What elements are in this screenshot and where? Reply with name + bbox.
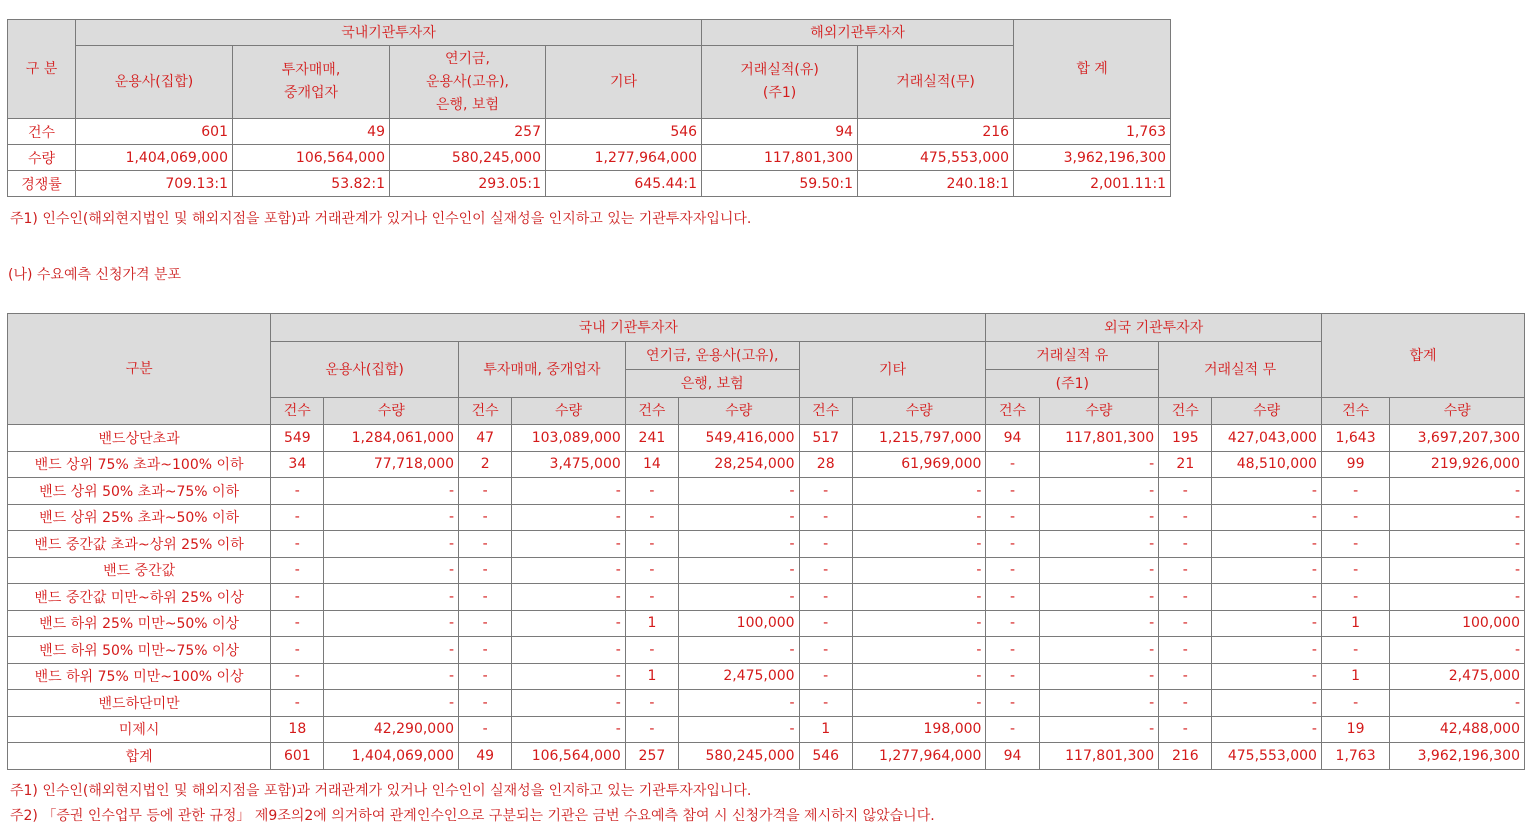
table-cell: - xyxy=(1321,637,1389,664)
table-cell: - xyxy=(852,584,986,611)
table-cell: 546 xyxy=(546,119,702,145)
table-row xyxy=(8,557,1525,584)
table-cell: 427,043,000 xyxy=(1212,425,1322,452)
table-row xyxy=(8,478,1525,505)
table-cell: - xyxy=(1390,504,1525,531)
table-cell: - xyxy=(852,504,986,531)
table-cell: - xyxy=(459,716,512,743)
row-label: 밴드 중간값 xyxy=(8,557,271,584)
table-cell: - xyxy=(271,690,324,717)
row-label: 수량 xyxy=(8,145,76,171)
t2-header-g3a: 연기금, 운용사(고유), xyxy=(625,342,799,370)
table-cell: 257 xyxy=(390,119,546,145)
table-cell: - xyxy=(271,663,324,690)
table-cell: - xyxy=(459,637,512,664)
table-cell: 216 xyxy=(1159,743,1212,770)
table-cell: - xyxy=(1390,690,1525,717)
table-cell: - xyxy=(271,504,324,531)
table-cell: - xyxy=(799,637,852,664)
table-cell: - xyxy=(986,478,1039,505)
t2-qty-header: 수량 xyxy=(679,398,800,425)
table-cell: 517 xyxy=(799,425,852,452)
table-cell: - xyxy=(986,637,1039,664)
t2-count-header: 건수 xyxy=(799,398,852,425)
table-cell: - xyxy=(1321,557,1389,584)
table-cell: 100,000 xyxy=(679,610,800,637)
table-cell: - xyxy=(986,610,1039,637)
t1-col-header: 거래실적(무) xyxy=(858,46,1014,119)
table-cell: - xyxy=(512,478,626,505)
t2-header-g6: 거래실적 무 xyxy=(1159,342,1322,398)
row-label: 건수 xyxy=(8,119,76,145)
table-cell: - xyxy=(679,637,800,664)
table-cell: - xyxy=(512,557,626,584)
table-cell: 601 xyxy=(271,743,324,770)
table-cell: 34 xyxy=(271,451,324,478)
table-cell: - xyxy=(1321,584,1389,611)
table-cell: - xyxy=(799,531,852,558)
table-cell: - xyxy=(459,504,512,531)
table-cell: 1,277,964,000 xyxy=(546,145,702,171)
table-cell: 257 xyxy=(625,743,678,770)
table-cell: - xyxy=(799,690,852,717)
row-label: 밴드 상위 75% 초과~100% 이하 xyxy=(8,451,271,478)
table-cell: 59.50:1 xyxy=(702,171,858,197)
t2-qty-header: 수량 xyxy=(1390,398,1525,425)
table-cell: 549,416,000 xyxy=(679,425,800,452)
table-cell: 1,763 xyxy=(1321,743,1389,770)
table-row xyxy=(8,716,1525,743)
table-cell: 49 xyxy=(459,743,512,770)
table-cell: - xyxy=(512,531,626,558)
table-cell: - xyxy=(625,478,678,505)
table-cell: 1 xyxy=(1321,663,1389,690)
table-cell: - xyxy=(1212,557,1322,584)
table-cell: - xyxy=(1039,451,1159,478)
table-cell: - xyxy=(1159,663,1212,690)
t2-qty-header: 수량 xyxy=(852,398,986,425)
table-cell: - xyxy=(512,504,626,531)
table-cell: 117,801,300 xyxy=(702,145,858,171)
t2-count-header: 건수 xyxy=(1321,398,1389,425)
table-cell: - xyxy=(1039,557,1159,584)
table-cell: - xyxy=(625,716,678,743)
row-label: 합계 xyxy=(8,743,271,770)
table-cell: - xyxy=(799,557,852,584)
table-row xyxy=(8,663,1525,690)
table-cell: 100,000 xyxy=(1390,610,1525,637)
row-label: 밴드 하위 25% 미만~50% 이상 xyxy=(8,610,271,637)
table-cell: - xyxy=(271,610,324,637)
table-cell: - xyxy=(679,557,800,584)
table-cell: 47 xyxy=(459,425,512,452)
table-cell: - xyxy=(1159,584,1212,611)
table-cell: - xyxy=(852,663,986,690)
row-label: 미제시 xyxy=(8,716,271,743)
table-cell: - xyxy=(1159,610,1212,637)
table-cell: - xyxy=(1039,531,1159,558)
t2-qty-header: 수량 xyxy=(512,398,626,425)
table-cell: 106,564,000 xyxy=(233,145,390,171)
table-cell: 21 xyxy=(1159,451,1212,478)
table-cell: - xyxy=(1321,531,1389,558)
table-cell: 1,404,069,000 xyxy=(324,743,459,770)
table-cell: 2,475,000 xyxy=(679,663,800,690)
table-cell: - xyxy=(271,531,324,558)
table-cell: - xyxy=(459,557,512,584)
table-cell: - xyxy=(324,504,459,531)
table-cell: - xyxy=(1159,716,1212,743)
table-cell: - xyxy=(324,637,459,664)
table-cell: 42,488,000 xyxy=(1390,716,1525,743)
table-cell: - xyxy=(799,478,852,505)
table-cell: - xyxy=(1390,478,1525,505)
table-row xyxy=(8,504,1525,531)
t2-header-domestic: 국내 기관투자자 xyxy=(271,314,986,342)
table-cell: - xyxy=(324,690,459,717)
table-cell: - xyxy=(852,531,986,558)
header-total: 합 계 xyxy=(1014,20,1171,119)
table-cell: - xyxy=(324,663,459,690)
table-cell: - xyxy=(986,584,1039,611)
table-cell: 549 xyxy=(271,425,324,452)
table-cell: - xyxy=(512,637,626,664)
table-cell: - xyxy=(1039,663,1159,690)
t1-col-header: 거래실적(유) (주1) xyxy=(702,46,858,119)
table-row xyxy=(8,425,1525,452)
table-cell: 1 xyxy=(625,663,678,690)
table-cell: - xyxy=(799,663,852,690)
table-cell: - xyxy=(625,557,678,584)
table-cell: - xyxy=(512,690,626,717)
t2-count-header: 건수 xyxy=(459,398,512,425)
table-cell: 195 xyxy=(1159,425,1212,452)
table-cell: - xyxy=(1321,504,1389,531)
table-cell: - xyxy=(1159,690,1212,717)
table-cell: - xyxy=(799,584,852,611)
t2-count-header: 건수 xyxy=(1159,398,1212,425)
table-cell: 1 xyxy=(1321,610,1389,637)
table-cell: 1 xyxy=(799,716,852,743)
table-cell: - xyxy=(1039,478,1159,505)
table-cell: 601 xyxy=(76,119,233,145)
t1-col-header: 기타 xyxy=(546,46,702,119)
table-cell: 94 xyxy=(702,119,858,145)
table-cell: 14 xyxy=(625,451,678,478)
table-cell: 99 xyxy=(1321,451,1389,478)
table-cell: - xyxy=(679,716,800,743)
table-cell: - xyxy=(1212,504,1322,531)
table-cell: - xyxy=(1212,610,1322,637)
table-cell: - xyxy=(271,637,324,664)
table-cell: 475,553,000 xyxy=(858,145,1014,171)
table-row xyxy=(8,145,1171,171)
table-row xyxy=(8,451,1525,478)
table-cell: - xyxy=(852,478,986,505)
row-label: 밴드상단초과 xyxy=(8,425,271,452)
table-cell: 94 xyxy=(986,743,1039,770)
t2-header-category: 구분 xyxy=(8,314,271,425)
header-category: 구 분 xyxy=(8,20,76,119)
table-cell: 580,245,000 xyxy=(679,743,800,770)
table-cell: - xyxy=(459,610,512,637)
table-cell: - xyxy=(459,478,512,505)
table-cell: - xyxy=(512,716,626,743)
table-cell: - xyxy=(1159,557,1212,584)
table-cell: - xyxy=(679,478,800,505)
table-cell: - xyxy=(852,637,986,664)
t2-count-header: 건수 xyxy=(271,398,324,425)
t2-header-g1: 운용사(집합) xyxy=(271,342,459,398)
table-cell: 546 xyxy=(799,743,852,770)
t2-header-total: 합계 xyxy=(1321,314,1524,398)
table-cell: - xyxy=(1159,504,1212,531)
table-cell: - xyxy=(512,584,626,611)
section-title: (나) 수요예측 신청가격 분포 xyxy=(8,267,182,283)
table-cell: - xyxy=(1212,663,1322,690)
table-cell: - xyxy=(679,504,800,531)
table-cell: - xyxy=(986,716,1039,743)
row-label: 밴드 상위 25% 초과~50% 이하 xyxy=(8,504,271,531)
table-cell: - xyxy=(1390,531,1525,558)
header-foreign: 해외기관투자자 xyxy=(702,20,1014,46)
table-cell: 28 xyxy=(799,451,852,478)
table-cell: 1,215,797,000 xyxy=(852,425,986,452)
table-cell: 3,962,196,300 xyxy=(1014,145,1171,171)
table-cell: - xyxy=(459,531,512,558)
table-cell: - xyxy=(1159,637,1212,664)
table-cell: 293.05:1 xyxy=(390,171,546,197)
table-cell: - xyxy=(271,584,324,611)
table2-footnote-1: 주1) 인수인(해외현지법인 및 해외지점을 포함)과 거래관계가 있거나 인수인이 실재성을 인지하고 있는 기관투자자입니다. xyxy=(10,783,752,799)
table-cell: - xyxy=(679,690,800,717)
table-cell: 240.18:1 xyxy=(858,171,1014,197)
t1-col-header: 연기금, 운용사(고유), 은행, 보험 xyxy=(390,46,546,119)
table-cell: 219,926,000 xyxy=(1390,451,1525,478)
table-cell: - xyxy=(512,663,626,690)
t2-header-g5a: 거래실적 유 xyxy=(986,342,1159,370)
t2-header-g5b: (주1) xyxy=(986,370,1159,398)
table-cell: 198,000 xyxy=(852,716,986,743)
table-cell: - xyxy=(852,690,986,717)
table-cell: 117,801,300 xyxy=(1039,425,1159,452)
table-row xyxy=(8,531,1525,558)
table-cell: 475,553,000 xyxy=(1212,743,1322,770)
table-cell: 645.44:1 xyxy=(546,171,702,197)
t2-count-header: 건수 xyxy=(986,398,1039,425)
table-cell: 216 xyxy=(858,119,1014,145)
table-cell: - xyxy=(324,584,459,611)
table-cell: 48,510,000 xyxy=(1212,451,1322,478)
t2-header-foreign: 외국 기관투자자 xyxy=(986,314,1322,342)
table-row xyxy=(8,690,1525,717)
table-cell: - xyxy=(459,584,512,611)
table-cell: - xyxy=(1212,716,1322,743)
table-cell: - xyxy=(986,690,1039,717)
table-cell: - xyxy=(852,610,986,637)
table-cell: 1 xyxy=(625,610,678,637)
table-cell: - xyxy=(799,610,852,637)
table-cell: - xyxy=(986,504,1039,531)
header-domestic: 국내기관투자자 xyxy=(76,20,702,46)
table-cell: 18 xyxy=(271,716,324,743)
table-cell: 241 xyxy=(625,425,678,452)
table-cell: - xyxy=(1039,610,1159,637)
table-cell: - xyxy=(271,478,324,505)
table-row xyxy=(8,743,1525,770)
t2-qty-header: 수량 xyxy=(1212,398,1322,425)
table-cell: 1,763 xyxy=(1014,119,1171,145)
t2-header-g3b: 은행, 보험 xyxy=(625,370,799,398)
table-cell: 3,475,000 xyxy=(512,451,626,478)
table-cell: - xyxy=(1159,478,1212,505)
table-cell: - xyxy=(679,531,800,558)
table-cell: 1,404,069,000 xyxy=(76,145,233,171)
table-cell: - xyxy=(1390,584,1525,611)
table-cell: - xyxy=(1039,584,1159,611)
table-cell: 3,962,196,300 xyxy=(1390,743,1525,770)
table2-footnote-2: 주2) 「증권 인수업무 등에 관한 규정」 제9조의2에 의거하여 관계인수인으로 구분되는 기관은 금번 수요예측 참여 시 신청가격을 제시하지 않았습니다. xyxy=(10,808,935,824)
table-cell: - xyxy=(271,557,324,584)
table-cell: - xyxy=(1321,690,1389,717)
table-cell: 2 xyxy=(459,451,512,478)
t2-header-g4: 기타 xyxy=(799,342,986,398)
table-cell: - xyxy=(1390,637,1525,664)
table-cell: - xyxy=(679,584,800,611)
table-cell: 3,697,207,300 xyxy=(1390,425,1525,452)
t1-col-header: 운용사(집합) xyxy=(76,46,233,119)
table-cell: - xyxy=(1039,716,1159,743)
table-cell: - xyxy=(1039,504,1159,531)
table-cell: - xyxy=(1212,690,1322,717)
table-cell: 53.82:1 xyxy=(233,171,390,197)
table-cell: - xyxy=(625,504,678,531)
table-cell: 77,718,000 xyxy=(324,451,459,478)
table-cell: - xyxy=(1321,478,1389,505)
table-cell: - xyxy=(324,531,459,558)
table-row xyxy=(8,171,1171,197)
row-label: 밴드하단미만 xyxy=(8,690,271,717)
table1-footnote: 주1) 인수인(해외현지법인 및 해외지점을 포함)과 거래관계가 있거나 인수인이 실재성을 인지하고 있는 기관투자자입니다. xyxy=(10,211,752,227)
competition-table xyxy=(7,19,1171,197)
table-row xyxy=(8,610,1525,637)
t2-qty-header: 수량 xyxy=(1039,398,1159,425)
table-cell: - xyxy=(1212,584,1322,611)
table-cell: 2,475,000 xyxy=(1390,663,1525,690)
table-cell: - xyxy=(1212,637,1322,664)
row-label: 경쟁률 xyxy=(8,171,76,197)
table-cell: 1,277,964,000 xyxy=(852,743,986,770)
table-cell: - xyxy=(324,557,459,584)
price-distribution-table xyxy=(7,313,1525,770)
table-cell: 1,284,061,000 xyxy=(324,425,459,452)
table-cell: - xyxy=(324,610,459,637)
t2-header-g2: 투자매매, 중개업자 xyxy=(459,342,626,398)
table-cell: - xyxy=(625,531,678,558)
table-cell: - xyxy=(1159,531,1212,558)
table-cell: 1,643 xyxy=(1321,425,1389,452)
table-cell: - xyxy=(986,663,1039,690)
table-cell: 580,245,000 xyxy=(390,145,546,171)
table-cell: 28,254,000 xyxy=(679,451,800,478)
table-cell: - xyxy=(625,690,678,717)
table-cell: 709.13:1 xyxy=(76,171,233,197)
table-row xyxy=(8,584,1525,611)
table-cell: - xyxy=(625,584,678,611)
t2-qty-header: 수량 xyxy=(324,398,459,425)
row-label: 밴드 중간값 미만~하위 25% 이상 xyxy=(8,584,271,611)
t1-col-header: 투자매매, 중개업자 xyxy=(233,46,390,119)
table-cell: - xyxy=(459,663,512,690)
table-cell: - xyxy=(986,557,1039,584)
table-cell: 94 xyxy=(986,425,1039,452)
table-cell: 117,801,300 xyxy=(1039,743,1159,770)
table-cell: - xyxy=(799,504,852,531)
table-cell: - xyxy=(986,531,1039,558)
row-label: 밴드 하위 75% 미만~100% 이상 xyxy=(8,663,271,690)
table-row xyxy=(8,119,1171,145)
table-cell: - xyxy=(852,557,986,584)
row-label: 밴드 중간값 초과~상위 25% 이하 xyxy=(8,531,271,558)
table-cell: - xyxy=(1039,637,1159,664)
table-cell: - xyxy=(459,690,512,717)
table-cell: - xyxy=(1212,478,1322,505)
row-label: 밴드 하위 50% 미만~75% 이상 xyxy=(8,637,271,664)
table-cell: 103,089,000 xyxy=(512,425,626,452)
table-cell: 49 xyxy=(233,119,390,145)
table-cell: - xyxy=(625,637,678,664)
table-cell: - xyxy=(324,478,459,505)
table-cell: 42,290,000 xyxy=(324,716,459,743)
table-cell: - xyxy=(1212,531,1322,558)
table-row xyxy=(8,637,1525,664)
table-cell: - xyxy=(986,451,1039,478)
table-cell: 106,564,000 xyxy=(512,743,626,770)
t2-count-header: 건수 xyxy=(625,398,678,425)
table-cell: - xyxy=(1390,557,1525,584)
table-cell: - xyxy=(512,610,626,637)
table-cell: 2,001.11:1 xyxy=(1014,171,1171,197)
table-cell: 61,969,000 xyxy=(852,451,986,478)
table-cell: 19 xyxy=(1321,716,1389,743)
table-cell: - xyxy=(1039,690,1159,717)
row-label: 밴드 상위 50% 초과~75% 이하 xyxy=(8,478,271,505)
